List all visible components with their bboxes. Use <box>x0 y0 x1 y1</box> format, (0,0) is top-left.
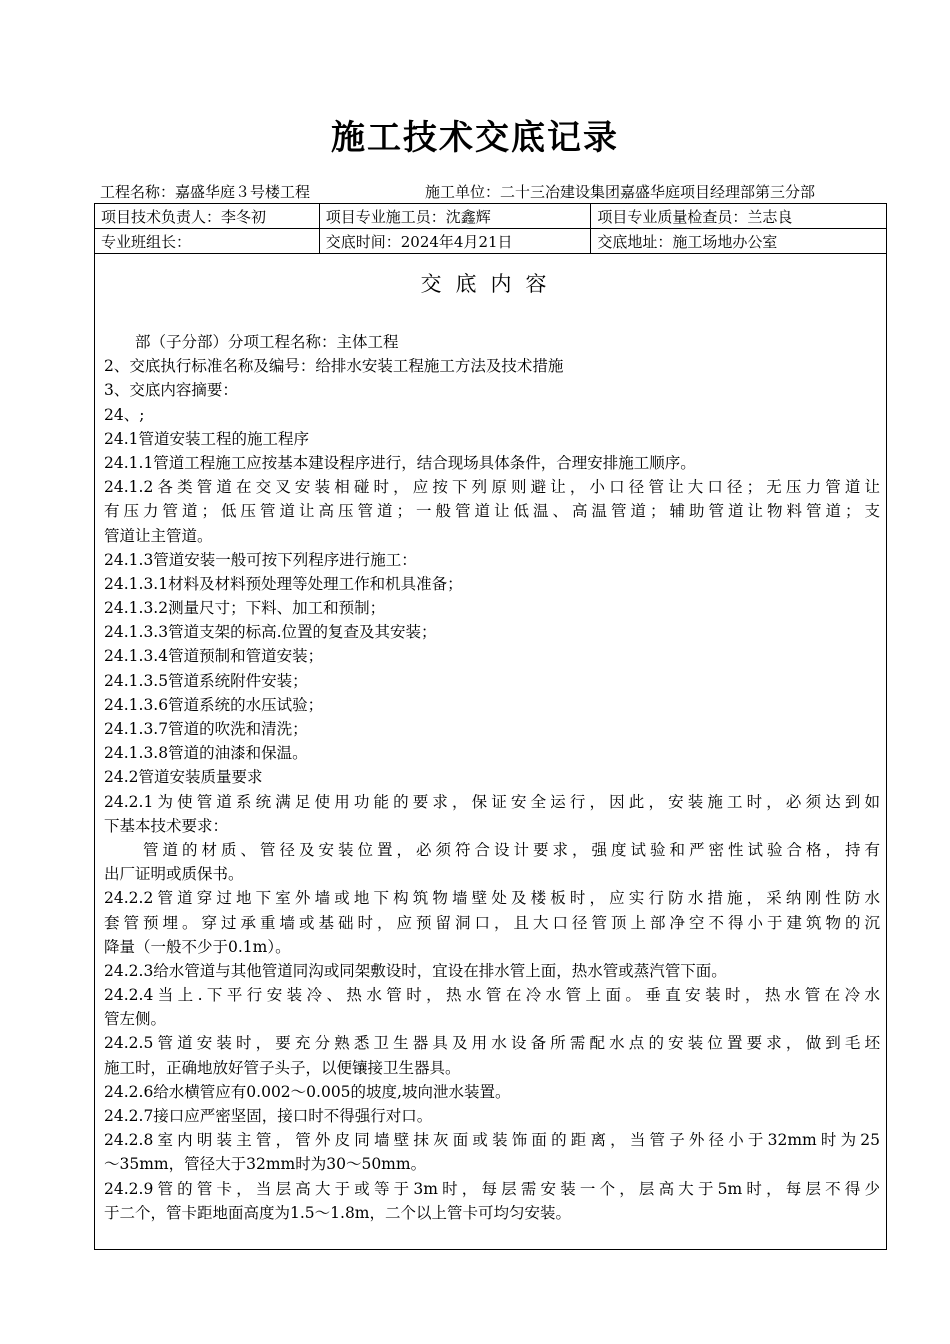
document-title: 施工技术交底记录 <box>331 118 619 158</box>
content-line: 24.1.3.3管道支架的标高.位置的复查及其安装； <box>104 623 437 642</box>
content-line: 降量（一般不少于0.1m）。 <box>104 937 291 956</box>
content-line: 24.2.2管道穿过地下室外墙或地下构筑物墙壁处及楼板时，应实行防水措施，采纳刚性防水 <box>104 889 880 908</box>
project-name: 工程名称：嘉盛华庭３号楼工程 <box>100 183 311 201</box>
content-line: 管道让主管道。 <box>104 526 213 545</box>
content-line: 24.1管道安装工程的施工程序 <box>104 429 310 448</box>
content-box <box>94 254 887 1250</box>
content-line: 24.2.5管道安装时，要充分熟悉卫生器具及用水设备所需配水点的安装位置要求，做到毛坯 <box>104 1034 880 1053</box>
content-line: 24.1.1管道工程施工应按基本建设程序进行，结合现场具体条件，合理安排施工顺序。 <box>104 453 696 472</box>
content-line: 24.1.3.1材料及材料预处理等处理工作和机具准备； <box>104 574 463 593</box>
location-cell: 交底地址：施工场地办公室 <box>591 229 887 254</box>
content-line: 施工时，正确地放好管子头子，以便镶接卫生器具。 <box>104 1058 461 1077</box>
content-line: 24.2.4当上.下平行安装冷、热水管时，热水管在冷水管上面。垂直安装时，热水管在冷水 <box>104 986 880 1005</box>
content-line: 24.1.3.4管道预制和管道安装； <box>104 647 324 666</box>
content-line: 24.2.7接口应严密坚固，接口时不得强行对口。 <box>104 1107 433 1125</box>
content-line: ～35mm，管径大于32mm时为30～50mm。 <box>104 1155 427 1174</box>
section-title: 交底内容 <box>420 272 561 296</box>
quality-inspector-cell: 项目专业质量检查员：兰志良 <box>591 204 887 229</box>
content-line: 有压力管道；低压管道让高压管道；一般管道让低温、高温管道；辅助管道让物料管道；支 <box>104 502 880 521</box>
info-table <box>94 203 887 254</box>
content-text <box>104 330 880 1225</box>
content-line: 24.1.3.7管道的吹洗和清洗； <box>104 720 308 738</box>
content-line: 24.2.3给水管道与其他管道同沟或同架敷设时，宜设在排水管上面，热水管或蒸汽管下面。 <box>104 961 727 980</box>
content-line: 24.1.3.5管道系统附件安装； <box>104 671 308 690</box>
content-line: 24.1.3.8管道的油漆和保温。 <box>104 744 308 763</box>
content-line: 3、交底内容摘要： <box>104 381 238 400</box>
content-line: 24.1.3管道安装一般可按下列程序进行施工： <box>104 550 417 569</box>
content-line: 24.2.1为使管道系统满足使用功能的要求，保证安全运行，因此，安装施工时，必须达到如 <box>104 792 880 811</box>
content-line: 2、交底执行标准名称及编号：给排水安装工程施工方法及技术措施 <box>104 357 564 376</box>
content-line: 于二个，管卡距地面高度为1.5～1.8m，二个以上管卡可均匀安装。 <box>104 1203 571 1222</box>
content-line: 24、; <box>104 405 145 424</box>
content-line: 下基本技术要求： <box>104 816 229 835</box>
construction-unit: 施工单位：二十三冶建设集团嘉盛华庭项目经理部第三分部 <box>425 183 816 201</box>
content-line: 24.1.3.6管道系统的水压试验； <box>104 695 324 714</box>
content-line: 24.1.2各类管道在交叉安装相碰时，应按下列原则避让，小口径管让大口径；无压力管道让 <box>104 478 880 497</box>
content-line: 套管预埋。穿过承重墙或基础时，应预留洞口，且大口径管顶上部净空不得小于建筑物的沉 <box>104 913 880 932</box>
site-worker-cell: 项目专业施工员：沈鑫辉 <box>319 204 591 229</box>
content-line: 管左侧。 <box>104 1010 167 1029</box>
info-row-details <box>95 229 887 254</box>
tech-lead-cell: 项目技术负责人：李冬初 <box>95 204 320 229</box>
content-line: 24.2.6给水横管应有0.002～0.005的坡度,坡向泄水装置。 <box>104 1082 511 1101</box>
team-leader-cell: 专业班组长： <box>95 229 320 254</box>
info-row-staff <box>95 204 887 229</box>
content-line: 24.1.3.2测量尺寸；下料、加工和预制； <box>104 599 386 618</box>
content-line: 24.2.9管的管卡，当层高大于或等于3m时，每层需安装一个，层高大于5m时，每层不得少 <box>104 1179 880 1198</box>
content-line: 24.2.8室内明装主管，管外皮同墙壁抹灰面或装饰面的距离，当管子外径小于32mm时为25 <box>104 1131 880 1150</box>
date-cell: 交底时间：2024年4月21日 <box>319 229 591 254</box>
content-line: 部（子分部）分项工程名称：主体工程 <box>104 333 399 351</box>
content-line: 管道的材质、管径及安装位置，必须符合设计要求，强度试验和严密性试验合格，持有 <box>104 840 880 859</box>
content-line: 出厂证明或质保书。 <box>104 865 244 884</box>
content-line: 24.2管道安装质量要求 <box>104 768 263 787</box>
